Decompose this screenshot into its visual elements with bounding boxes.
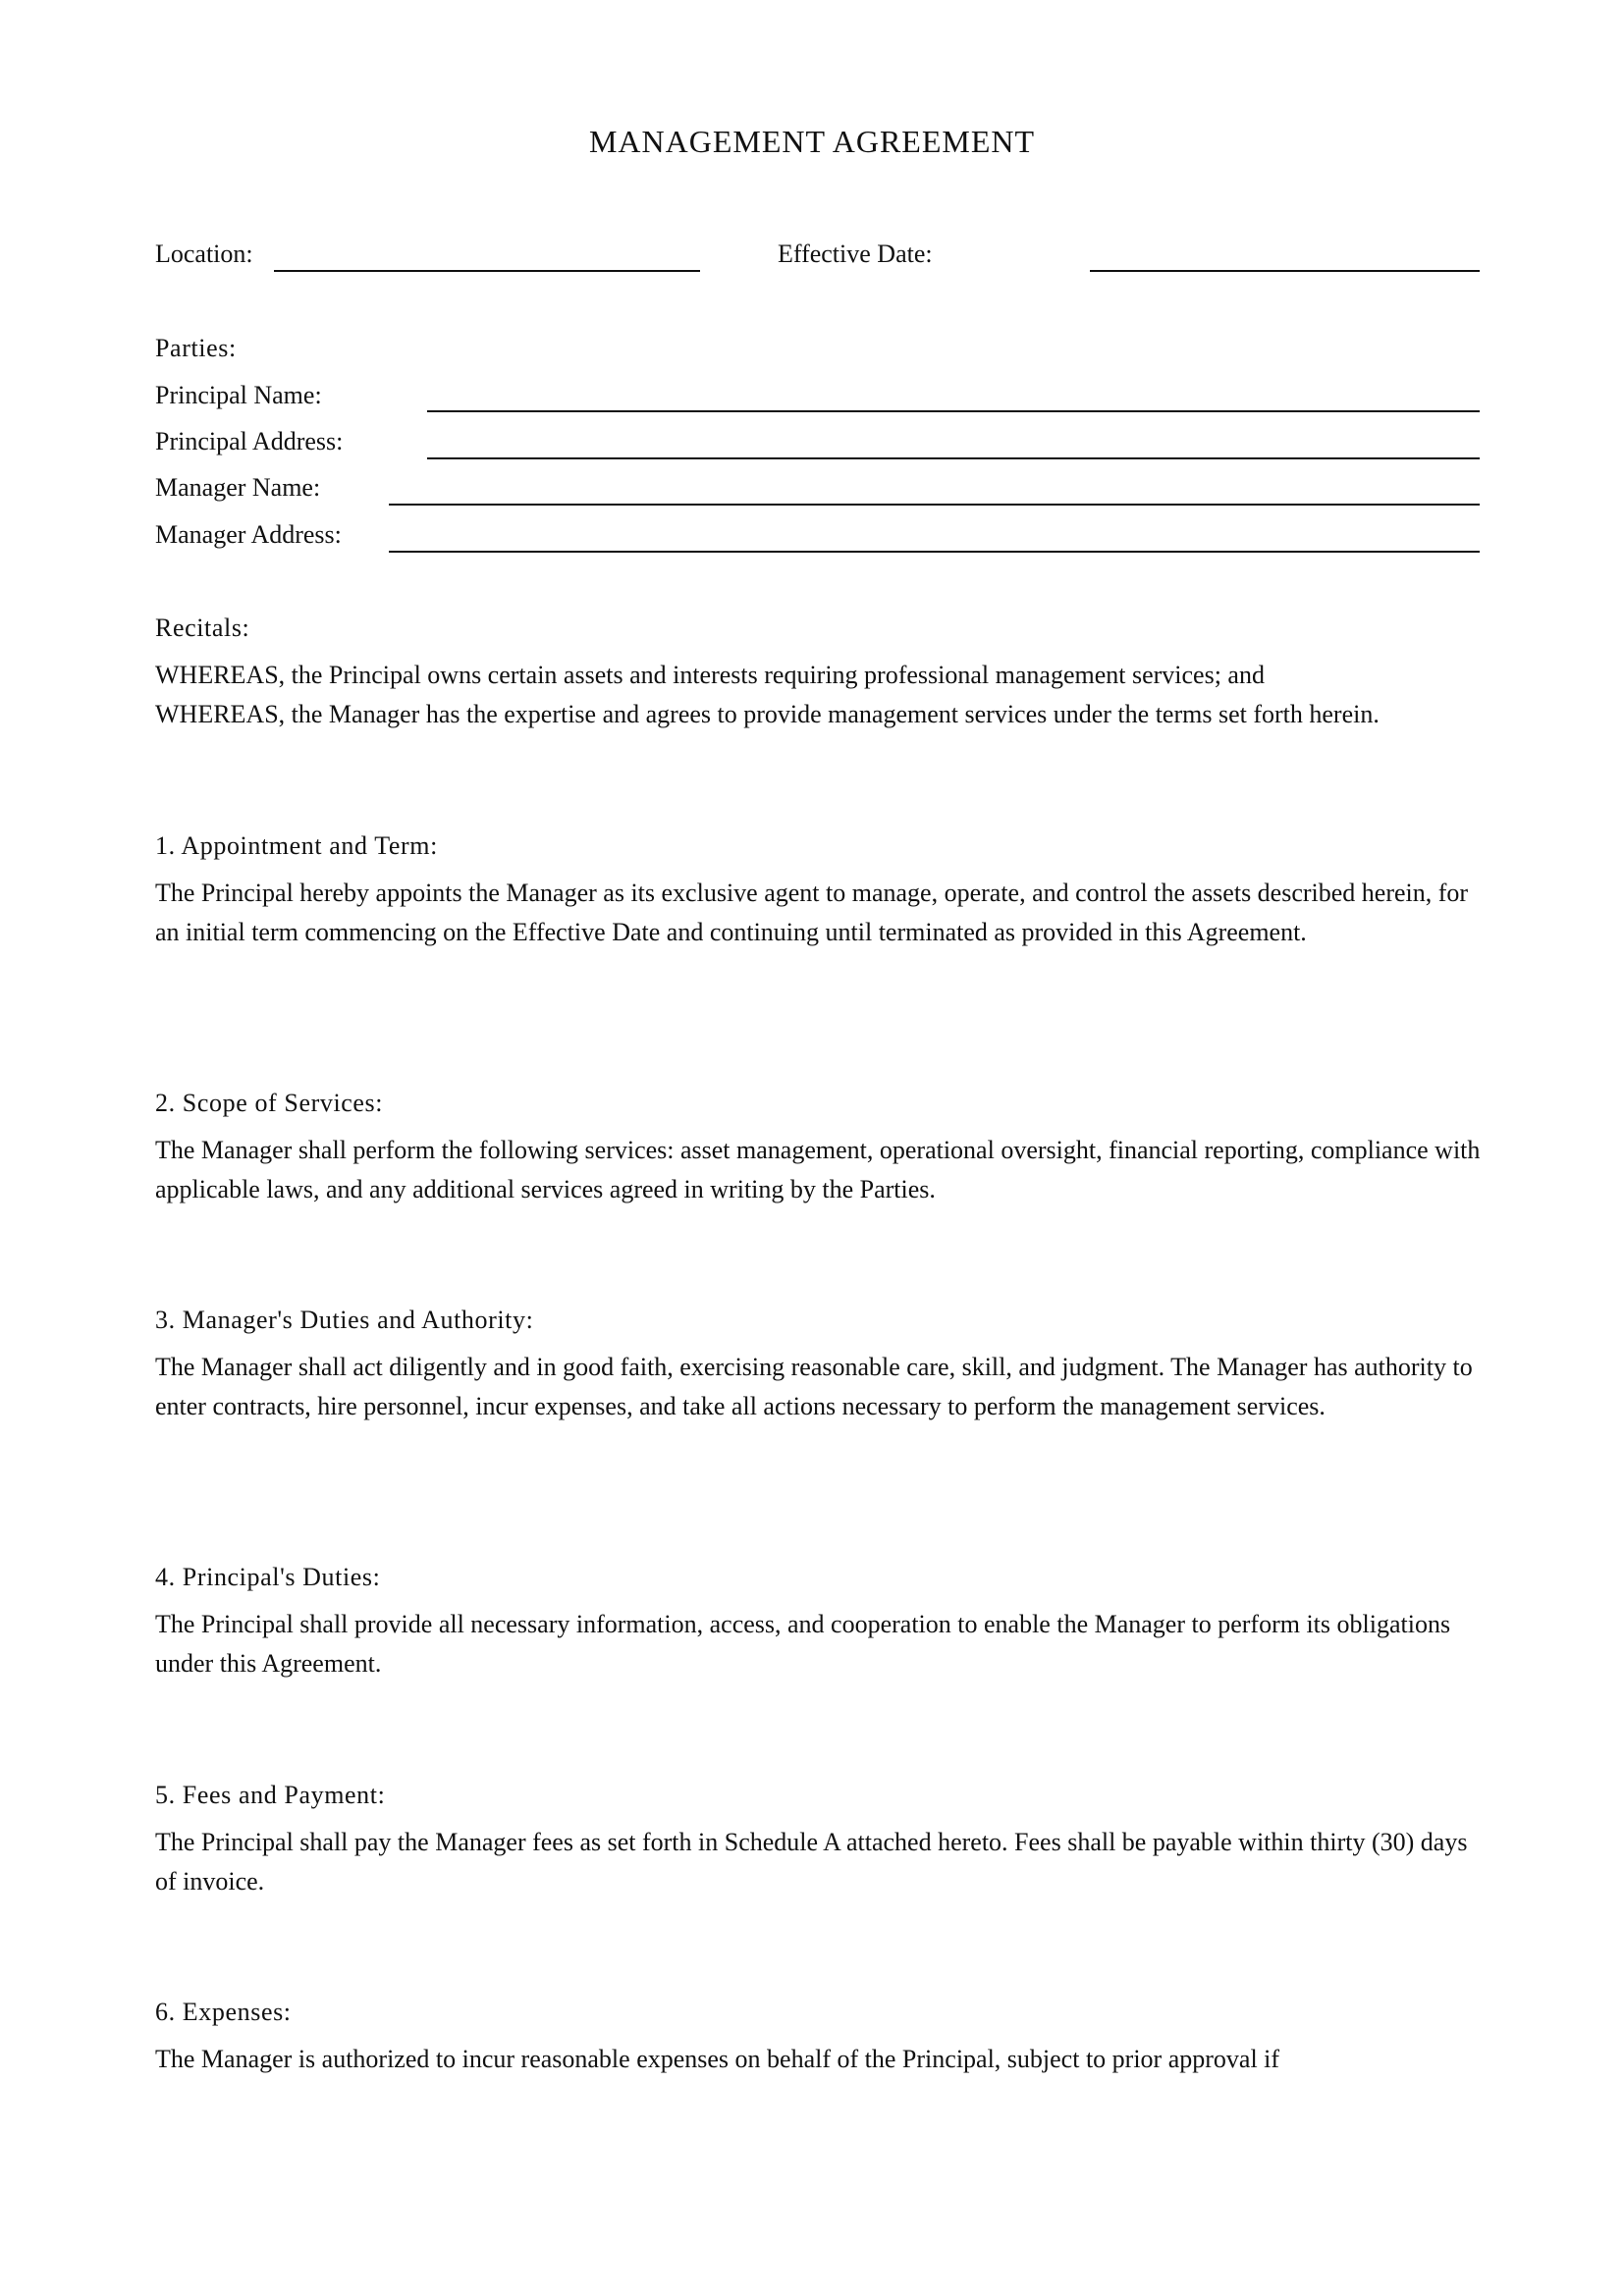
principal-address-label: Principal Address: bbox=[155, 427, 344, 455]
section-4-heading: 4. Principal's Duties: bbox=[155, 1563, 381, 1591]
section-5-body: The Principal shall pay the Manager fees as set forth in Schedule A attached hereto. Fees shall be payable within thirty (30) days of invoice. bbox=[155, 1828, 1468, 1896]
recital-line-1: WHEREAS, the Principal owns certain assets and interests requiring professional management services; and bbox=[155, 661, 1265, 689]
section-6-body: The Manager is authorized to incur reasonable expenses on behalf of the Principal, subject to prior approval if bbox=[155, 2045, 1280, 2073]
manager-name-label: Manager Name: bbox=[155, 473, 321, 502]
principal-name-label: Principal Name: bbox=[155, 381, 322, 409]
section-3-heading: 3. Manager's Duties and Authority: bbox=[155, 1306, 534, 1334]
effective-date-label: Effective Date: bbox=[778, 240, 933, 268]
manager-name-field-line[interactable] bbox=[389, 504, 1480, 506]
section-2-heading: 2. Scope of Services: bbox=[155, 1089, 384, 1117]
section-2-body: The Manager shall perform the following services: asset management, operational oversight, financial reporting, compliance with applicable laws, and any additional services agreed in writing by the Parties. bbox=[155, 1136, 1481, 1203]
section-4-body: The Principal shall provide all necessary information, access, and cooperation to enable the Manager to perform its obligations under this Agreement. bbox=[155, 1610, 1451, 1678]
section-6-heading: 6. Expenses: bbox=[155, 1998, 292, 2026]
location-field-line[interactable] bbox=[274, 270, 700, 272]
recital-line-2: WHEREAS, the Manager has the expertise and agrees to provide management services under the terms set forth herein. bbox=[155, 700, 1380, 728]
section-5-heading: 5. Fees and Payment: bbox=[155, 1781, 386, 1809]
manager-address-label: Manager Address: bbox=[155, 520, 342, 549]
section-1-heading: 1. Appointment and Term: bbox=[155, 831, 438, 860]
manager-address-field-line[interactable] bbox=[389, 551, 1480, 553]
section-1-body: The Principal hereby appoints the Manager as its exclusive agent to manage, operate, and control the assets described herein, for an initial term commencing on the Effective Date and continuing until terminated as provided in this Agreement. bbox=[155, 879, 1469, 946]
section-3-body: The Manager shall act diligently and in good faith, exercising reasonable care, skill, and judgment. The Manager has authority to enter contracts, hire personnel, incur expenses, and take all actions necessary to perform the management services. bbox=[155, 1353, 1473, 1420]
principal-name-field-line[interactable] bbox=[427, 410, 1480, 412]
recitals-heading: Recitals: bbox=[155, 614, 250, 642]
parties-heading: Parties: bbox=[155, 334, 237, 362]
location-label: Location: bbox=[155, 240, 253, 268]
document-title: MANAGEMENT AGREEMENT bbox=[588, 124, 1036, 159]
effective-date-field-line[interactable] bbox=[1090, 270, 1480, 272]
principal-address-field-line[interactable] bbox=[427, 457, 1480, 459]
recitals-body bbox=[155, 656, 1481, 734]
